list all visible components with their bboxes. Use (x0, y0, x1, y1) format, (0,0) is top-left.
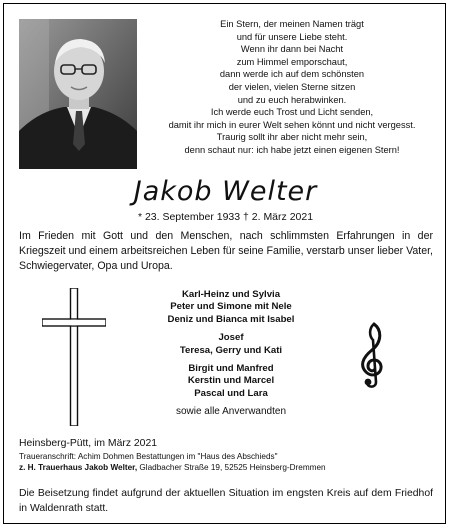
poem-line: und für unsere Liebe steht. (236, 31, 348, 42)
mourning-address-line: Traueranschrift: Achim Dohmen Bestattungen im "Haus des Abschieds" (19, 452, 278, 461)
poem-line: dann werde ich auf dem schönsten (219, 69, 365, 80)
address-prefix: z. H. Trauerhaus Jakob Welter, (19, 463, 138, 472)
mourner-line: Karl-Heinz und Sylvia (181, 289, 281, 300)
portrait-photo (19, 19, 137, 169)
address-rest: Gladbacher Straße 19, 52525 Heinsberg-Dremmen (137, 463, 326, 472)
poem-line: Traurig sollt ihr aber nicht mehr sein, (216, 132, 368, 143)
mourner-line: Birgit und Manfred (188, 363, 274, 375)
intro-text: Im Frieden mit Gott und den Menschen, nach schlimmsten Erfahrungen in der Kriegszeit und einem arbeitsreichen Leben für seine Familie, verstarb unser lieber Vater, Schwiegervater, Opa und Uropa. (19, 230, 433, 272)
life-dates: * 23. September 1933 † 2. März 2021 (137, 211, 314, 223)
treble-clef-icon (352, 320, 392, 390)
poem-line: zum Himmel emporschaut, (236, 56, 348, 67)
mourner-line: Pascal und Lara (194, 387, 268, 399)
poem-line: der vielen, vielen Sterne sitzen (228, 81, 356, 92)
mourners-all: sowie alle Anverwandten (175, 406, 287, 418)
burial-note: Die Beisetzung findet aufgrund der aktuellen Situation im engsten Kreis auf dem Friedhof in Waldenrath statt. (19, 488, 433, 514)
deceased-name: Jakob Welter (133, 176, 318, 207)
mourner-line: Teresa, Gerry und Kati (179, 344, 283, 356)
mourning-address-line (19, 462, 439, 473)
poem-line: denn schaut nur: ich habe jetzt einen eigenen Stern! (184, 144, 400, 155)
poem (146, 18, 438, 157)
mourner-line: Josef (218, 332, 244, 344)
mourners-list (131, 289, 331, 419)
poem-line: Ein Stern, der meinen Namen trägt (220, 19, 364, 29)
poem-line: Wenn ihr dann bei Nacht (240, 44, 344, 55)
mourner-line: Peter und Simone mit Nele (170, 301, 292, 313)
mourner-line: Kerstin und Marcel (187, 375, 275, 387)
poem-line: damit ihr mich in eurer Welt sehen könnt und nicht vergesst. (168, 119, 416, 130)
mourner-line: Deniz und Bianca mit Isabel (167, 313, 295, 325)
footer (19, 438, 439, 473)
poem-line: Ich werde euch Trost und Licht senden, (210, 107, 374, 118)
cross-icon (42, 288, 106, 426)
poem-line: und zu euch herabwinken. (237, 94, 347, 105)
place-date: Heinsberg-Pütt, im März 2021 (19, 438, 158, 449)
obituary-card (3, 3, 446, 524)
